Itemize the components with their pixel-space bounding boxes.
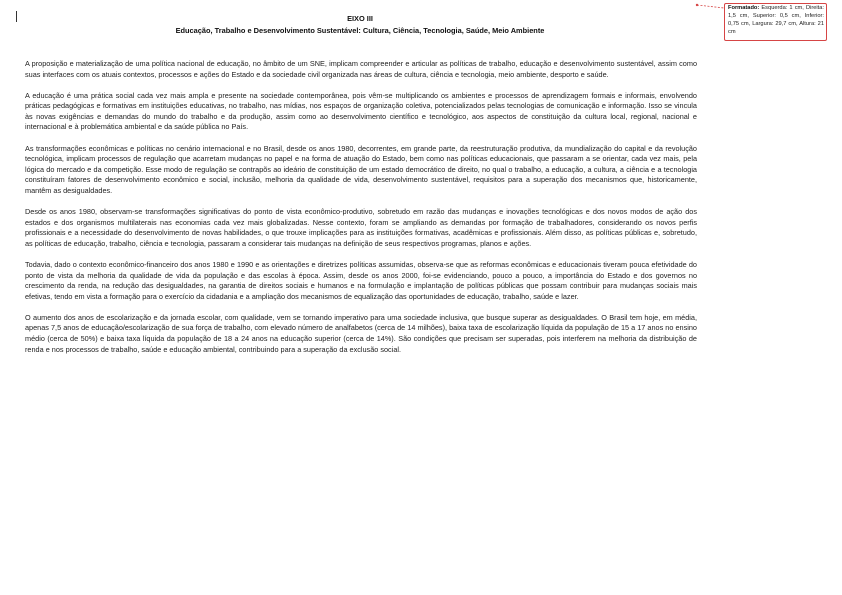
document-body	[25, 59, 697, 366]
paragraph-6: O aumento dos anos de escolarização e da jornada escolar, com qualidade, vem se tornando imperativo para uma sociedade inclusiva, que busque superar as desigualdades. O Brasil tem hoje, em média, apenas 7,5 anos de educação/escolarização de sua força de trabalho, com elevado número de analfabetos (cerca de 14 milhões), baixa taxa de escolarização líquida da população de 15 a 17 anos no ensino médio (cerca de 50%) e baixa taxa líquida da população de 18 a 24 anos na educação superior (cerca de 14%). São condições que precisam ser superadas, pois interferem na melhoria da distribuição de renda e nos processos de trabalho, saúde e educação ambiental, contribuindo para a superação da exclusão social.	[25, 312, 697, 354]
text-cursor	[16, 11, 17, 22]
paragraph-3: As transformações econômicas e políticas no cenário internacional e no Brasil, desde os anos 1980, decorrentes, em grande parte, da reestruturação produtiva, da mundialização do capital e da revolução tecnológica, implicam processos de regulação que acarretam mudanças no papel e na forma de atuação do Estado, bem como nas políticas educacionais, que passaram a se orientar, cada vez mais, pela lógica do mercado e da competição. Esse modo de regulação se contrapõs ao ideário de constituição de um estado democrático de direito, no qual o trabalho, a educação, a cultura, a ciência e a tecnologia constituíram fatores de desenvolvimento econômico e social, inclusão, melhoria da qualidade de vida, desenvolvimento sustentável, requisitos para a superação dos mecanismos que, historicamente, mantêm as desigualdades.	[25, 143, 697, 195]
comment-text: Esquerda: 1 cm, Direita: 1,5 cm, Superior: 0,5 cm, Inferior: 0,75 cm, Largura: 29,7 cm, Altura: 21 cm	[728, 5, 824, 35]
paragraph-5: Todavia, dado o contexto econômico-financeiro dos anos 1980 e 1990 e as orientações e diretrizes políticas assumidas, observa-se que as reformas econômicas e educacionais tiveram pouca efetividade do ponto de vista da melhoria da qualidade de vida da população e das escolas à época. Assim, desde os anos 2000, foi-se evidenciando, pouco a pouco, a importância do Estado e dos governos no crescimento da renda, na redução das desigualdades, na garantia de direitos sociais e humanos e na formulação e implantação de políticas públicas que possam contribuir para mudanças sociais mais efetivas, tendo em vista a formação para o exercício da cidadania e a ampliação dos mecanismos de equalização das oportunidades de educação, trabalho, saúde e lazer.	[25, 259, 697, 301]
document-subtitle: Educação, Trabalho e Desenvolvimento Sustentável: Cultura, Ciência, Tecnologia, Saúde, Meio Ambiente	[175, 26, 545, 35]
comment-label: Formatado:	[728, 5, 760, 11]
document-header	[25, 13, 695, 36]
formatting-comment-balloon[interactable]	[724, 3, 827, 41]
paragraph-2: A educação é uma prática social cada vez mais ampla e presente na sociedade contemporânea, pois vêm-se multiplicando os ambientes e processos de aprendizagem formais e informais, envolvendo práticas pedagógicas e formativas em instituições educativas, no trabalho, nas mídias, nos espaços de organização coletiva, potencializados pelas tecnologias de comunicação e informação. Isso se vincula às novas exigências e demandas do mundo do trabalho e da produção, assim como ao desenvolvimento científico e tecnológico, aos aspectos de constituição da cultura local, regional, nacional e internacional e à problemática ambiental e da saúde pública no País.	[25, 90, 697, 132]
comment-content	[728, 5, 824, 37]
paragraph-1: A proposição e materialização de uma política nacional de educação, no âmbito de um SNE, implicam compreender e articular as políticas de trabalho, educação e desenvolvimento sustentável, assim como suas interfaces com os atuais contextos, processos e ações do Estado e da sociedade civil organizada nas áreas de cultura, ciência e tecnologia, meio ambiente, desporto e saúde.	[25, 59, 697, 79]
paragraph-4: Desde os anos 1980, observam-se transformações significativas do ponto de vista econômico-produtivo, sobretudo em razão das mudanças e inovações tecnológicas e dos novos modos de ação dos estados e dos organismos multilaterais nas economias cada vez mais globalizadas. Nesse contexto, foram se ampliando as demandas por formação de trabalhadores, considerando os novos perfis profissionais e a necessidade do desenvolvimento de novas habilidades, o que trouxe implicações para as instituições formativas, acadêmicas e profissionais. Além disso, as políticas públicas e, sobretudo, as políticas de educação, trabalho, ciência e tecnologia, passaram a considerar tais mudanças na definição de seus respectivos programas, planos e ações.	[25, 207, 697, 248]
document-title: EIXO III	[347, 14, 373, 23]
